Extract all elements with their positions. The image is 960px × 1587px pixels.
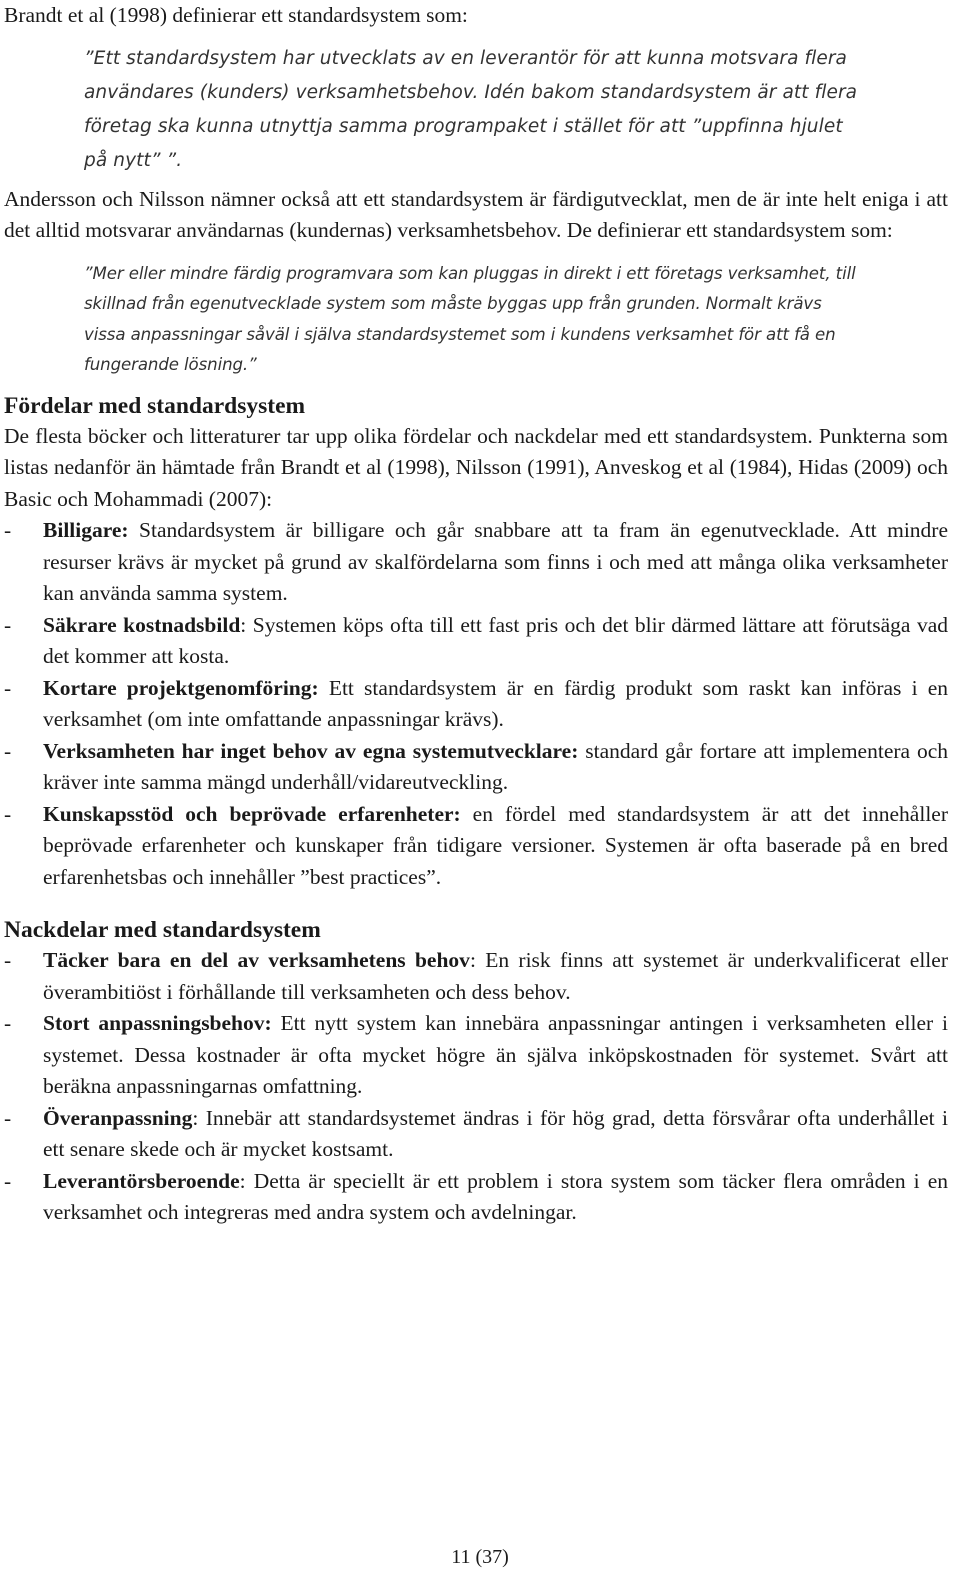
quote-brandt: ”Ett standardsystem har utvecklats av en leverantör för att kunna motsvara flera användares (kunders) verksamhetsbehov. Idén bakom standardsystem är att flera företag ska kunna utnyttja samma programpaket i stället för att ”uppfinna hjulet på nytt” ”. [84, 47, 858, 171]
list-item-disadvantage [4, 1008, 948, 1103]
paragraph-andersson: Andersson och Nilsson nämner också att ett standardsystem är färdigutvecklat, men de är inte helt eniga i att det alltid motsvarar användarnas (kundernas) verksamhetsbehov. De definierar ett standardsystem som: [4, 186, 948, 242]
list-item-text: : Innebär att standardsystemet ändras i för hög grad, detta försvårar ofta underhållet i ett senare skede och är mycket kostsamt. [43, 1105, 948, 1161]
list-item-term: Täcker bara en del av verksamhetens behov [43, 948, 470, 972]
advantages-list [4, 515, 948, 893]
list-item-term: Överanpassning [43, 1105, 193, 1130]
list-dash: - [4, 1011, 12, 1035]
list-item-text: Ett nytt system kan innebära anpassningar antingen i verksamheten eller i systemet. Dessa kostnader är ofta mycket högre än själva inköpskostnaden för systemet. Svårt att beräkna anpassningarnas omfattning. [43, 1011, 948, 1098]
list-item-text: standard går fortare att implementera och kräver inte samma mängd underhåll/vidareutveckling. [43, 738, 948, 794]
list-dash: - [4, 612, 12, 637]
list-item-disadvantage [4, 1103, 948, 1166]
heading-advantages: Fördelar med standardsystem [4, 392, 306, 419]
list-item-term: Kunskapsstöd och beprövade erfarenheter: [43, 801, 461, 826]
list-item-text: en fördel med standardsystem är att det innehåller beprövade erfarenheter och kunskaper från tidigare versioner. Systemen är ofta baserade på en bred erfarenhetsbas och innehåller ”best practices”. [43, 801, 948, 889]
list-item-term: Säkrare kostnadsbild [43, 612, 241, 637]
list-item-advantage [4, 610, 948, 673]
document-page [4, 0, 948, 1229]
list-item-advantage [4, 515, 948, 610]
list-dash: - [4, 738, 12, 763]
list-item-term: Leverantörsberoende [43, 1168, 240, 1193]
paragraph-intro-brandt: Brandt et al (1998) definierar ett standardsystem som: [4, 3, 468, 27]
list-dash: - [4, 1105, 12, 1130]
list-item-advantage [4, 673, 948, 736]
heading-disadvantages: Nackdelar med standardsystem [4, 917, 321, 943]
list-dash: - [4, 948, 12, 972]
list-item-term: Billigare: [43, 518, 129, 542]
list-item-text: : En risk finns att systemet är underkvalificerat eller överambitiöst i förhållande till verksamheten och dess behov. [43, 948, 948, 1004]
list-item-disadvantage [4, 1166, 948, 1229]
page-number: 11 (37) [451, 1546, 509, 1568]
list-item-text: : Systemen köps ofta till ett fast pris och det blir därmed lättare att förutsäga vad det kommer att kosta. [43, 612, 949, 668]
quote-andersson: ”Mer eller mindre färdig programvara som kan pluggas in direkt i ett företags verksamhet, till skillnad från egenutvecklade system som måste byggas upp från grunden. Normalt krävs vissa anpassningar såväl i själva standardsystemet som i kundens verksamhet för att få en fungerande lösning.” [84, 263, 856, 374]
list-item-text: Ett standardsystem är en färdig produkt som raskt kan införas i en verksamhet (om inte omfattande anpassningar krävs). [43, 675, 949, 731]
list-item-text: : Detta är speciellt är ett problem i stora system som täcker flera områden i en verksamhet och integreras med andra system och avdelningar. [43, 1168, 948, 1224]
list-item-term: Kortare projektgenomföring: [43, 675, 319, 700]
list-dash: - [4, 518, 12, 542]
paragraph-advantages-intro: De flesta böcker och litteraturer tar upp olika fördelar och nackdelar med ett standardsystem. Punkterna som listas nedanför än hämtade från Brandt et al (1998), Nilsson (1991), Anveskog et al (1984), Hidas (2009) och Basic och Mohammadi (2007): [4, 423, 948, 511]
list-item-disadvantage [4, 945, 948, 1008]
list-item-advantage [4, 799, 948, 894]
list-item-term: Stort anpassningsbehov: [43, 1011, 272, 1035]
list-item-advantage [4, 736, 948, 799]
list-dash: - [4, 675, 12, 700]
list-dash: - [4, 1168, 12, 1193]
list-item-term: Verksamheten har inget behov av egna systemutvecklare: [43, 738, 579, 763]
disadvantages-list [4, 945, 948, 1229]
list-dash: - [4, 801, 12, 826]
list-item-text: Standardsystem är billigare och går snabbare att ta fram än egenutvecklade. Att mindre resurser krävs är mycket på grund av skalfördelarna som finns i och med att många olika verksamheter kan använda samma system. [43, 518, 948, 605]
